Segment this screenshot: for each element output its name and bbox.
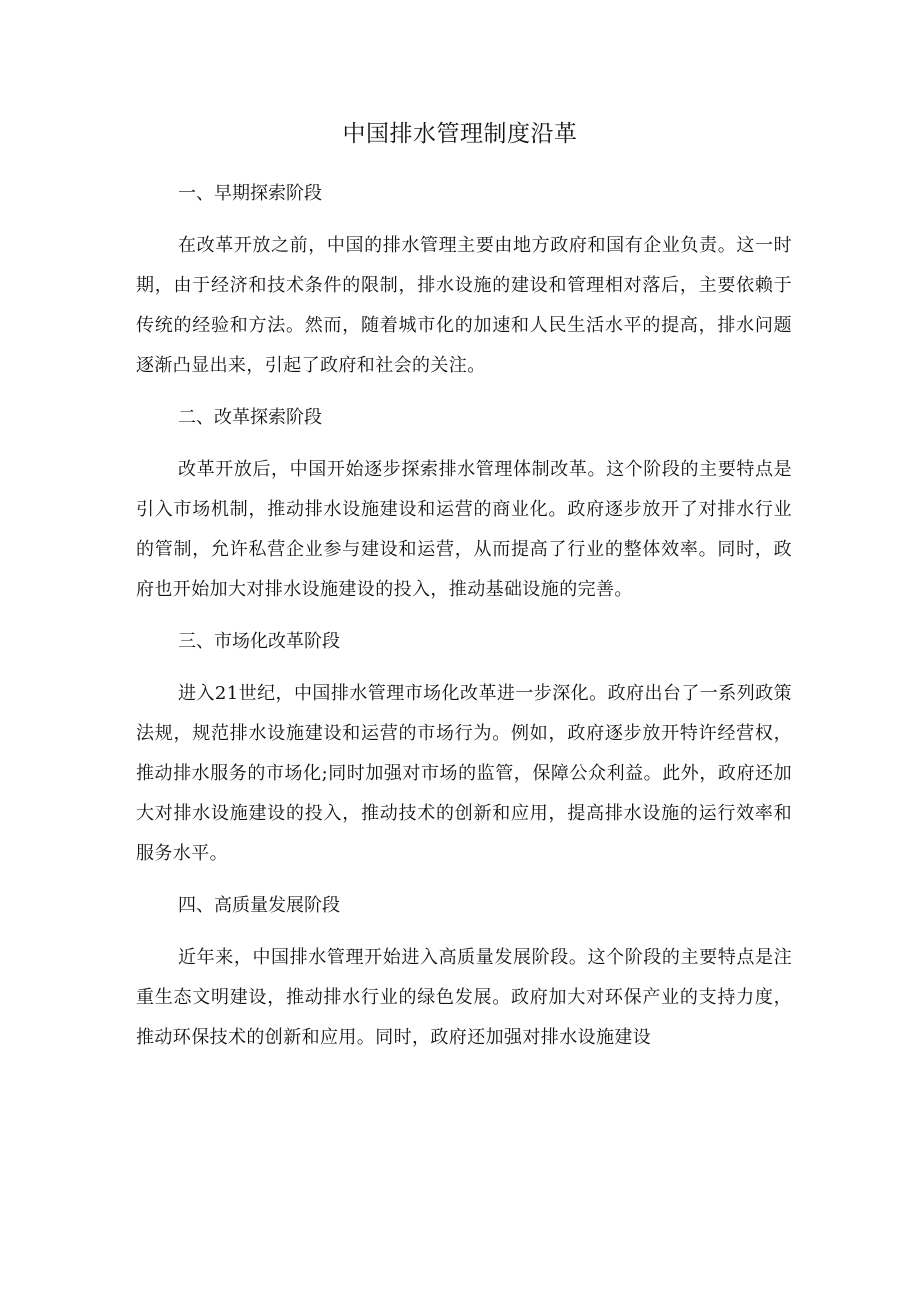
section-paragraph-1: 在改革开放之前，中国的排水管理主要由地方政府和国有企业负责。这一时期，由于经济和技术条件的限制，排水设施的建设和管理相对落后，主要依赖于传统的经验和方法。然而，随着城市化的加速和人民生活水平的提高，排水问题逐渐凸显出来，引起了政府和社会的关注。 [136,235,792,376]
section-heading-2: 二、改革探索阶段 [178,407,322,428]
section-paragraph-2: 改革开放后，中国开始逐步探索排水管理体制改革。这个阶段的主要特点是引入市场机制，推动排水设施建设和运营的商业化。政府逐步放开了对排水行业的管制，允许私营企业参与建设和运营，从而提高了行业的整体效率。同时，政府也开始加大对排水设施建设的投入，推动基础设施的完善。 [136,459,792,600]
document-title: 中国排水管理制度沿革 [342,121,578,147]
document-body [136,174,792,1058]
section-paragraph-4: 近年来，中国排水管理开始进入高质量发展阶段。这个阶段的主要特点是注重生态文明建设，推动排水行业的绿色发展。政府加大对环保产业的支持力度，推动环保技术的创新和应用。同时，政府还加强对排水设施建设 [136,947,792,1048]
section-paragraph-3: 进入21世纪，中国排水管理市场化改革进一步深化。政府出台了一系列政策法规，规范排水设施建设和运营的市场行为。例如，政府逐步放开特许经营权，推动排水服务的市场化;同时加强对市场的监管，保障公众利益。此外，政府还加大对排水设施建设的投入，推动技术的创新和应用，提高排水设施的运行效率和服务水平。 [136,683,792,864]
section-heading-4: 四、高质量发展阶段 [178,895,340,916]
section-heading-1: 一、早期探索阶段 [178,183,322,204]
section-heading-3: 三、市场化改革阶段 [178,631,340,652]
